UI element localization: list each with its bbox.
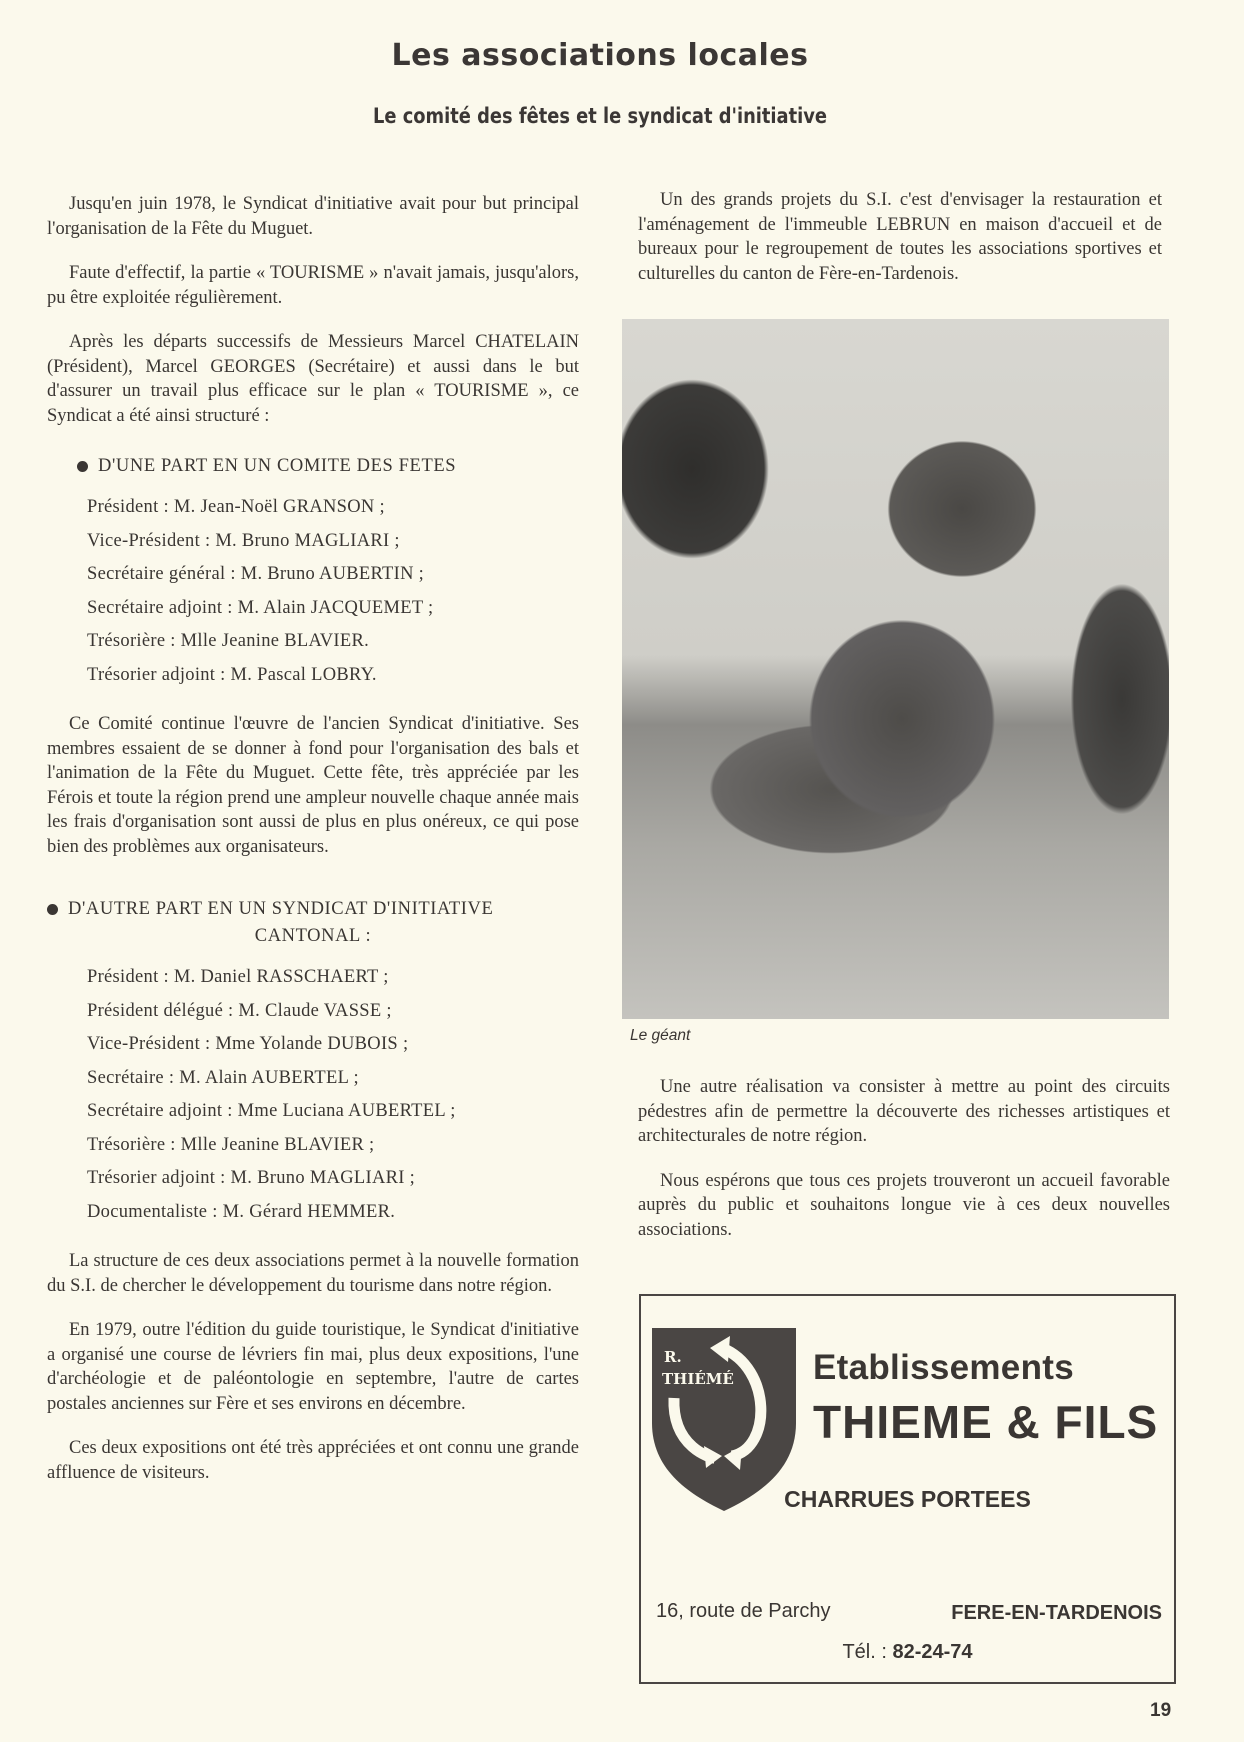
section-heading-comite: [77, 456, 579, 477]
ad-line-etablissements: Etablissements: [813, 1348, 1074, 1387]
svg-text:THIÉMÉ: THIÉMÉ: [662, 1370, 734, 1388]
comite-members-list: [87, 491, 579, 692]
paragraph: La structure de ces deux associations permet à la nouvelle formation du S.I. de chercher le développement du tourisme dans notre région.: [47, 1251, 579, 1296]
paragraph: Faute d'effectif, la partie « TOURISME » n'avait jamais, jusqu'alors, pu être exploitée régulièrement.: [47, 263, 579, 308]
paragraph: Un des grands projets du S.I. c'est d'envisager la restauration et l'aménagement de l'immeuble LEBRUN en maison d'accueil et de bureaux pour le regroupement de toutes les associations sportives et culturelles du canton de Fère-en-Tardenois.: [638, 190, 1162, 284]
ad-city: FERE-EN-TARDENOIS: [951, 1602, 1162, 1624]
advertisement-thieme: [639, 1294, 1176, 1684]
photo-caption: Le géant: [630, 1027, 691, 1044]
bullet-icon: [47, 904, 58, 915]
ad-product: CHARRUES PORTEES: [784, 1486, 1031, 1512]
section-heading-syndicat: [47, 899, 579, 920]
paragraph: Nous espérons que tous ces projets trouveront un accueil favorable auprès du public et souhaitons longue vie à ces deux nouvelles associations.: [638, 1170, 1170, 1240]
thieme-shield-logo-icon: [652, 1328, 796, 1511]
tel-number: 82-24-74: [892, 1641, 973, 1663]
paragraph: Ces deux expositions ont été très appréciées et ont connu une grande affluence de visiteurs.: [47, 1438, 579, 1483]
member-line: Président délégué : M. Claude VASSE ;: [87, 1000, 392, 1021]
ad-telephone: [641, 1641, 1174, 1664]
heading-text: D'UNE PART EN UN COMITE DES FETES: [98, 456, 457, 476]
member-line: Trésorier adjoint : M. Pascal LOBRY.: [87, 664, 377, 685]
member-line: Trésorière : Mlle Jeanine BLAVIER.: [87, 631, 370, 651]
member-line: Secrétaire général : M. Bruno AUBERTIN ;: [87, 564, 425, 584]
page-number: 19: [1150, 1700, 1172, 1721]
paragraph: Ce Comité continue l'œuvre de l'ancien Syndicat d'initiative. Ses membres essaient de se donner à fond pour l'organisation des bals et l'animation de la Fête du Muguet. Cette fête, très appréciée par les Férois et toute la région prend une ampleur nouvelle chaque année mais les frais d'organisation sont aussi de plus en plus onéreux, ce qui pose bien des problèmes aux organisateurs.: [47, 714, 579, 857]
member-line: Trésorier adjoint : M. Bruno MAGLIARI ;: [87, 1168, 416, 1188]
member-line: Président : M. Jean-Noël GRANSON ;: [87, 497, 385, 517]
paragraph: Jusqu'en juin 1978, le Syndicat d'initiative avait pour but principal l'organisation de la Fête du Muguet.: [47, 194, 579, 239]
photo-rock-le-geant: [622, 319, 1169, 1019]
member-line: Président : M. Daniel RASSCHAERT ;: [87, 967, 389, 987]
member-line: Vice-Président : Mme Yolande DUBOIS ;: [87, 1034, 409, 1054]
page-title: Les associations locales: [391, 38, 809, 73]
ad-company-name: THIEME & FILS: [813, 1396, 1159, 1448]
page-subtitle: Le comité des fêtes et le syndicat d'initiative: [372, 104, 827, 128]
tel-label: Tél. :: [842, 1641, 887, 1663]
member-line: Secrétaire : M. Alain AUBERTEL ;: [87, 1067, 359, 1088]
member-line: Documentaliste : M. Gérard HEMMER.: [87, 1201, 396, 1222]
heading-text: D'AUTRE PART EN UN SYNDICAT D'INITIATIVE: [68, 899, 494, 919]
member-line: Trésorière : Mlle Jeanine BLAVIER ;: [87, 1134, 375, 1155]
right-column-lower: [638, 1075, 1170, 1262]
left-column: [47, 192, 579, 1505]
member-line: Vice-Président : M. Bruno MAGLIARI ;: [87, 530, 400, 551]
paragraph: En 1979, outre l'édition du guide touristique, le Syndicat d'initiative a organisé une course de lévriers fin mai, plus deux expositions, l'une d'archéologie et de paléontologie en septembre, l'autre de cartes postales anciennes sur Fère et ses environs en décembre.: [47, 1320, 579, 1414]
right-column: [638, 188, 1162, 306]
paragraph: Après les départs successifs de Messieurs Marcel CHATELAIN (Président), Marcel GEORGES (Secrétaire) et aussi dans le but d'assurer un travail plus efficace sur le plan « TOURISME », ce Syndicat a été ainsi structuré :: [47, 332, 579, 426]
member-line: Secrétaire adjoint : Mme Luciana AUBERTEL ;: [87, 1101, 456, 1121]
section-heading-syndicat-cont: CANTONAL :: [254, 926, 372, 946]
svg-text:R.: R.: [664, 1348, 682, 1366]
bullet-icon: [77, 461, 88, 472]
ad-address: 16, route de Parchy: [656, 1600, 831, 1622]
member-line: Secrétaire adjoint : M. Alain JACQUEMET ;: [87, 597, 434, 618]
paragraph: Une autre réalisation va consister à mettre au point des circuits pédestres afin de permettre la découverte des richesses artistiques et architecturales de notre région.: [638, 1077, 1170, 1146]
syndicat-members-list: [87, 961, 579, 1229]
